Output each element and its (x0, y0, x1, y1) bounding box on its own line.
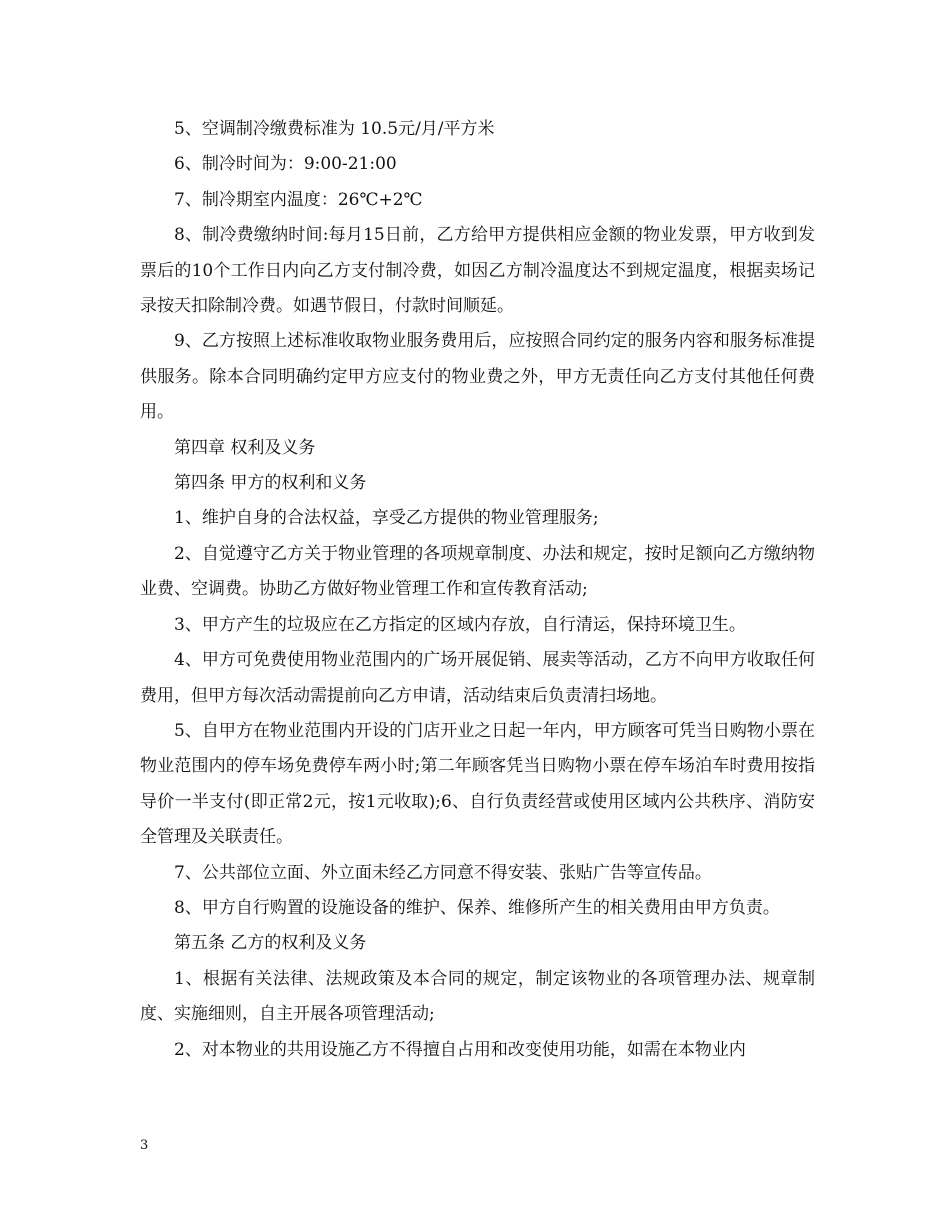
page-number: 3 (140, 1138, 149, 1153)
article-heading-party-a: 第四条 甲方的权利和义务 (174, 473, 367, 494)
paragraph-cooling-fee-payment: 8、制冷费缴纳时间:每月15日前，乙方给甲方提供相应金额的物业发票，甲方收到发票后的10个工作日内向乙方支付制冷费，如因乙方制冷温度达不到规定温度，根据卖场记录按天扣除制冷费。如遇节假日，付款时间顺延。 (140, 225, 815, 317)
paragraph-party-a-item-7: 7、公共部位立面、外立面未经乙方同意不得安装、张贴广告等宣传品。 (174, 862, 712, 883)
paragraph-cooling-hours: 6、制冷时间为：9:00-21:00 (174, 154, 397, 175)
paragraph-party-a-item-3: 3、甲方产生的垃圾应在乙方指定的区域内存放，自行清运，保持环境卫生。 (174, 614, 746, 635)
paragraph-service-standard: 9、乙方按照上述标准收取物业服务费用后，应按照合同约定的服务内容和服务标准提供服务。除本合同明确约定甲方应支付的物业费之外，甲方无责任向乙方支付其他任何费用。 (140, 331, 815, 423)
paragraph-cooling-fee-standard: 5、空调制冷缴费标准为 10.5元/月/平方米 (174, 119, 495, 139)
paragraph-party-a-item-5-6: 5、自甲方在物业范围内开设的门店开业之日起一年内，甲方顾客可凭当日购物小票在物业范围内的停车场免费停车两小时;第二年顾客凭当日购物小票在停车场泊车时费用按指导价一半支付(即正常2元，按1元收取);6、自行负责经营或使用区域内公共秩序、消防安全管理及关联责任。 (140, 720, 815, 848)
article-heading-party-b: 第五条 乙方的权利及义务 (174, 933, 367, 954)
paragraph-party-a-item-4: 4、甲方可免费使用物业范围内的广场开展促销、展卖等活动，乙方不向甲方收取任何费用，但甲方每次活动需提前向乙方申请，活动结束后负责清扫场地。 (140, 650, 815, 706)
paragraph-party-b-item-1: 1、根据有关法律、法规政策及本合同的规定，制定该物业的各项管理办法、规章制度、实施细则，自主开展各项管理活动; (140, 968, 815, 1025)
paragraph-party-a-item-2: 2、自觉遵守乙方关于物业管理的各项规章制度、办法和规定，按时足额向乙方缴纳物业费、空调费。协助乙方做好物业管理工作和宣传教育活动; (140, 543, 815, 600)
paragraph-party-b-item-2: 2、对本物业的共用设施乙方不得擅自占用和改变使用功能，如需在本物业内 (174, 1039, 746, 1060)
paragraph-party-a-item-8: 8、甲方自行购置的设施设备的维护、保养、维修所产生的相关费用由甲方负责。 (174, 897, 780, 918)
paragraph-party-a-item-1: 1、维护自身的合法权益，享受乙方提供的物业管理服务; (174, 508, 599, 529)
document-body (140, 112, 815, 1068)
paragraph-indoor-temperature: 7、制冷期室内温度：26℃+2℃ (174, 189, 423, 210)
chapter-heading-rights-obligations: 第四章 权利及义务 (174, 437, 316, 458)
